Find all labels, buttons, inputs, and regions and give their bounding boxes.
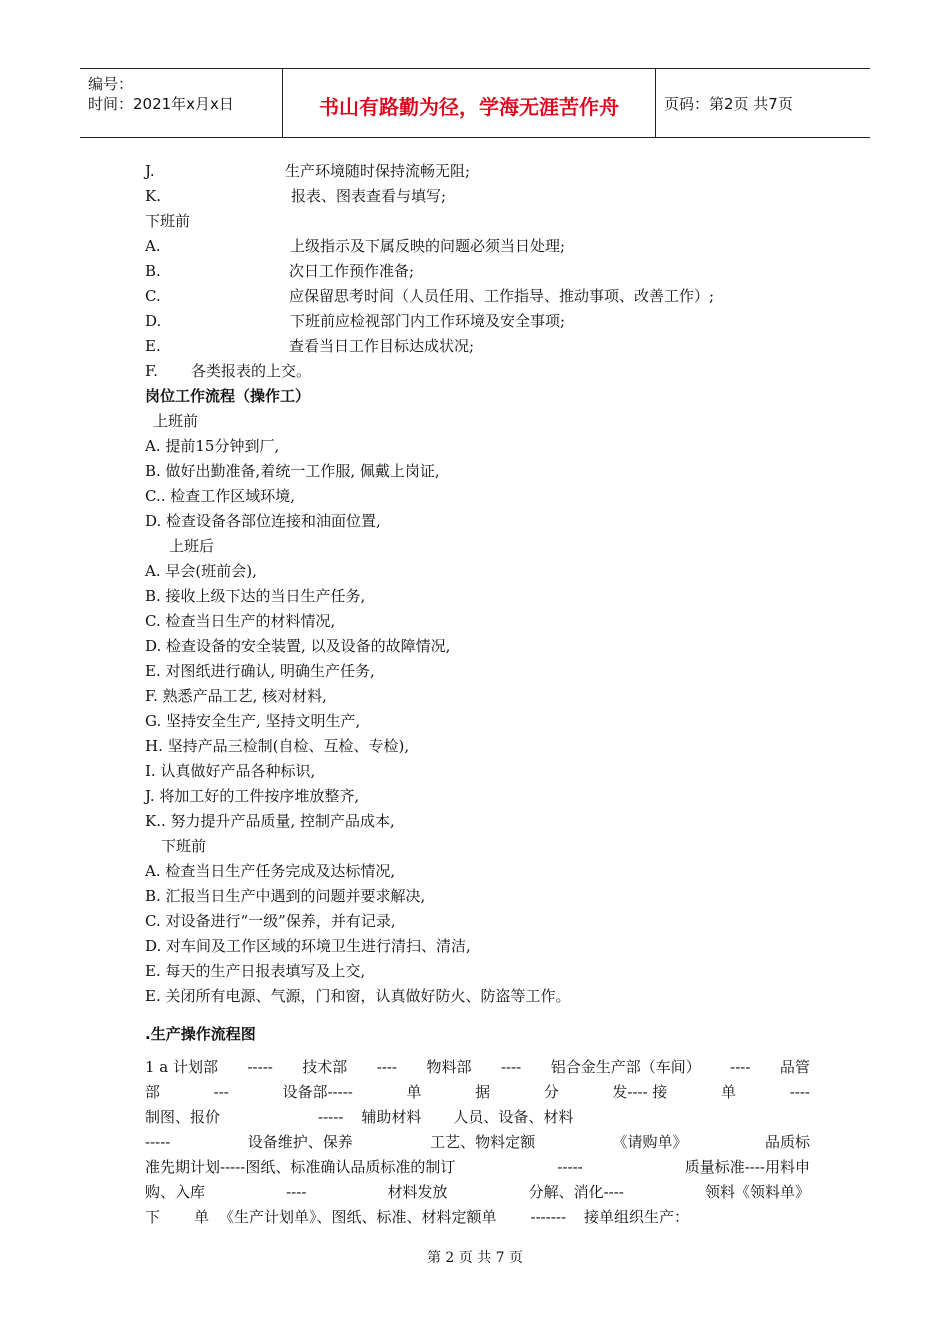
flow-cell: 1 a 计划部: [145, 1058, 219, 1076]
list-item: H. 坚持产品三检制(自检、互检、专检),: [145, 737, 410, 755]
flow-row: [145, 1080, 810, 1105]
flow-row: [145, 1055, 810, 1080]
list-item: C.. 检查工作区域环境,: [145, 487, 296, 505]
list-item: D. 对车间及工作区域的环境卫生进行清扫、清洁,: [145, 937, 471, 955]
item-marker: K.: [145, 187, 161, 205]
header-page-cell: [656, 69, 870, 137]
list-item: C. 检查当日生产的材料情况,: [145, 612, 336, 630]
flow-cell: 工艺、物料定额: [430, 1133, 536, 1151]
list-item: E. 关闭所有电源、气源，门和窗，认真做好防火、防盗等工作。: [145, 987, 571, 1005]
flow-cell: 物料部: [426, 1058, 472, 1076]
item-marker: A.: [145, 237, 161, 255]
item-marker: J.: [145, 162, 155, 180]
list-item: C. 对设备进行“一级”保养，并有记录,: [145, 912, 396, 930]
subsection-heading: 下班前: [161, 837, 207, 855]
flow-row: [145, 1105, 810, 1130]
section-title: 岗位工作流程（操作工）: [145, 387, 311, 405]
list-item: K.. 努力提升产品质量, 控制产品成本,: [145, 812, 395, 830]
flow-cell: ----: [376, 1058, 398, 1076]
doc-number-label: 编号：: [88, 75, 134, 93]
item-text: 生产环境随时保持流畅无阻;: [285, 162, 471, 180]
list-item: [145, 261, 415, 281]
flow-cell: ---: [213, 1083, 229, 1101]
flow-cell: ----: [286, 1183, 307, 1201]
flow-cell: -----: [318, 1108, 344, 1126]
flow-cell: 设备维护、保养: [247, 1133, 353, 1151]
flow-cell: 领料《领料单》: [704, 1183, 810, 1201]
item-marker: D.: [145, 312, 162, 330]
flow-cell: 准先期计划-----图纸、标准确认品质标准的制订: [145, 1158, 456, 1176]
flow-cell: 材料发放: [387, 1183, 448, 1201]
flow-cell: 质量标准----用料申: [684, 1158, 810, 1176]
flow-row: [145, 1180, 810, 1205]
flow-cell: 《生产计划单》、图纸、标准、材料定额单: [219, 1208, 497, 1226]
list-item: B. 做好出勤准备,着统一工作服, 佩戴上岗证,: [145, 462, 440, 480]
list-item: G. 坚持安全生产, 坚持文明生产,: [145, 712, 361, 730]
flow-cell: ----: [500, 1058, 522, 1076]
section-title: .生产操作流程图: [145, 1025, 256, 1043]
item-text: 报表、图表查看与填写;: [291, 187, 447, 205]
item-text: 上级指示及下属反映的问题必须当日处理;: [290, 237, 566, 255]
flow-row: [145, 1155, 810, 1180]
page-header: [80, 68, 870, 138]
list-item: F. 熟悉产品工艺, 核对材料,: [145, 687, 327, 705]
list-item: [145, 161, 471, 181]
flow-cell: 制图、报价: [145, 1108, 221, 1126]
section-heading: 下班前: [145, 212, 191, 230]
flow-cell: 据: [475, 1083, 491, 1101]
header-motto: 书山有路勤为径，学海无涯苦作舟: [319, 95, 619, 119]
list-item: [145, 286, 715, 306]
item-text: 应保留思考时间（人员任用、工作指导、推动事项、改善工作）;: [289, 287, 715, 305]
flow-cell: 技术部: [302, 1058, 348, 1076]
list-item: I. 认真做好产品各种标识,: [145, 762, 316, 780]
list-item: B. 汇报当日生产中遇到的问题并要求解决,: [145, 887, 426, 905]
list-item: D. 检查设备的安全装置, 以及设备的故障情况,: [145, 637, 451, 655]
flow-cell: 单: [721, 1083, 737, 1101]
list-item: [145, 311, 566, 331]
flow-cell: 分解、消化----: [528, 1183, 624, 1201]
list-item: [145, 186, 447, 206]
flow-cell: 《请购单》: [612, 1133, 688, 1151]
list-item: E. 每天的生产日报表填写及上交,: [145, 962, 366, 980]
flow-cell: 购、入库: [145, 1183, 206, 1201]
subsection-heading: 上班后: [169, 537, 215, 555]
flow-cell: -----: [145, 1133, 171, 1151]
flow-cell: 单: [194, 1208, 210, 1226]
flow-cell: ----: [730, 1058, 751, 1076]
flow-cell: 品质标: [764, 1133, 810, 1151]
list-item: E. 对图纸进行确认, 明确生产任务,: [145, 662, 375, 680]
flow-cell: 下: [145, 1208, 161, 1226]
flow-cell: 铝合金生产部（车间）: [550, 1058, 701, 1076]
flow-cell: 分: [543, 1083, 559, 1101]
header-motto-cell: [283, 69, 656, 137]
flow-cell: 品管: [779, 1058, 810, 1076]
list-item: A. 早会(班前会),: [145, 562, 257, 580]
flow-cell: 人员、设备、材料: [453, 1108, 574, 1126]
item-marker: F.: [145, 362, 158, 380]
flow-cell: 发---- 接: [612, 1083, 668, 1101]
list-item: A. 提前15分钟到厂,: [145, 437, 280, 455]
item-marker: E.: [145, 337, 161, 355]
flow-cell: 设备部-----: [282, 1083, 353, 1101]
item-text: 查看当日工作目标达成状况;: [289, 337, 475, 355]
item-text: 各类报表的上交。: [191, 362, 312, 380]
list-item: D. 检查设备各部位连接和油面位置,: [145, 512, 381, 530]
flow-cell: -------: [530, 1208, 567, 1226]
subsection-heading: 上班前: [153, 412, 199, 430]
item-text: 下班前应检视部门内工作环境及安全事项;: [290, 312, 566, 330]
flow-cell: 部: [145, 1083, 161, 1101]
flow-cell: 接单组织生产：: [584, 1208, 690, 1226]
flow-row: [145, 1205, 810, 1230]
page-footer: 第 2 页 共 7 页: [426, 1250, 524, 1266]
list-item: A. 检查当日生产任务完成及达标情况,: [145, 862, 396, 880]
list-item: [145, 361, 312, 381]
item-marker: C.: [145, 287, 161, 305]
list-item: [145, 236, 566, 256]
flow-row: [145, 1130, 810, 1155]
flow-cell: -----: [247, 1058, 273, 1076]
flow-cell: ----: [789, 1083, 810, 1101]
header-meta-cell: [80, 69, 283, 137]
doc-time-label: 时间：2021年x月x日: [88, 95, 234, 113]
item-marker: B.: [145, 262, 161, 280]
flowchart-text: [145, 1055, 810, 1230]
list-item: [145, 336, 475, 356]
list-item: J. 将加工好的工件按序堆放整齐,: [145, 787, 360, 805]
item-text: 次日工作预作准备;: [289, 262, 415, 280]
flow-cell: 辅助材料: [361, 1108, 422, 1126]
flow-cell: -----: [557, 1158, 583, 1176]
list-item: B. 接收上级下达的当日生产任务,: [145, 587, 366, 605]
header-page-number: 页码：第2页 共7页: [664, 95, 793, 113]
flow-cell: 单: [406, 1083, 422, 1101]
